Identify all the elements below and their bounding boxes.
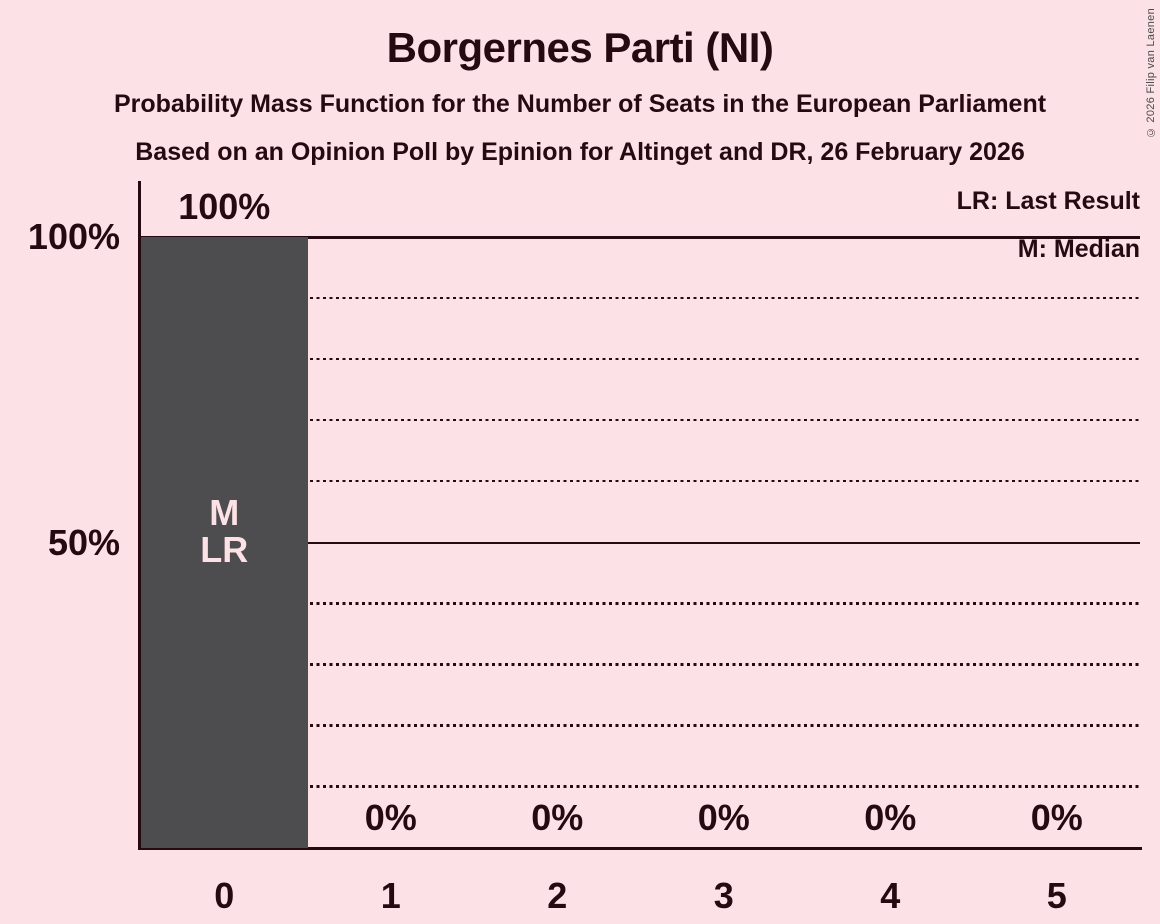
y-tick-label-100: 100% xyxy=(27,216,120,257)
x-tick-label-2: 2 xyxy=(547,875,568,916)
bar-value-label: 0% xyxy=(531,797,584,838)
x-tick-label-1: 1 xyxy=(380,875,401,916)
bar-annotation xyxy=(141,237,308,848)
chart-source-line: Based on an Opinion Poll by Epinion for Altinget and DR, 26 February 2026 xyxy=(135,138,1025,166)
bar-annotation-label-lr: LR xyxy=(200,528,249,570)
x-tick-label-3: 3 xyxy=(713,875,734,916)
bar-annotation-label-m: M xyxy=(209,491,240,533)
chart-subtitle: Probability Mass Function for the Number of Seats in the European Parliament xyxy=(113,90,1047,118)
bar-annotation-lines xyxy=(200,491,249,570)
bar-value-label: 0% xyxy=(864,797,917,838)
bar-value-label: 0% xyxy=(1030,797,1083,838)
bar-value-label: 0% xyxy=(697,797,750,838)
legend-last-result: LR: Last Result xyxy=(956,187,1140,215)
y-tick-label-50: 50% xyxy=(47,521,120,563)
legend-median: M: Median xyxy=(1017,235,1140,263)
chart-title: Borgernes Parti (NI) xyxy=(386,24,774,71)
x-tick-label-0: 0 xyxy=(214,875,235,916)
x-tick-label-5: 5 xyxy=(1046,875,1067,916)
bar-value-label: 0% xyxy=(364,797,417,838)
x-tick-label-4: 4 xyxy=(880,875,901,916)
bar-value-label: 100% xyxy=(178,186,271,227)
copyright-notice: © 2026 Filip van Laenen xyxy=(1145,8,1157,139)
